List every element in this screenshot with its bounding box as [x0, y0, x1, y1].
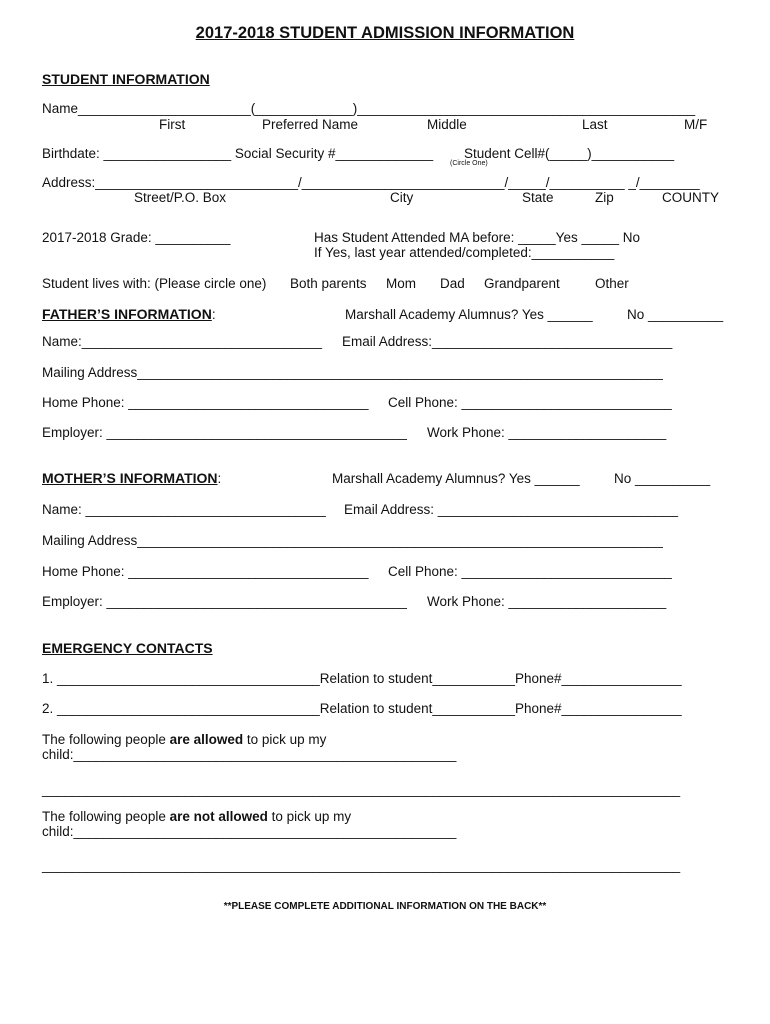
street-label: Street/P.O. Box [134, 190, 227, 205]
father-work-phone-field[interactable]: Work Phone: _____________________ [427, 425, 667, 440]
father-name-field[interactable]: Name:________________________________ [42, 334, 323, 349]
mother-alumnus-field[interactable]: Marshall Academy Alumnus? Yes ______ [332, 471, 580, 486]
student-section-heading: STUDENT INFORMATION [42, 71, 210, 87]
grade-field[interactable]: 2017-2018 Grade: __________ [42, 230, 231, 245]
allowed-pickup-line[interactable]: _____________________________________________________________________________________ [42, 782, 681, 797]
father-mailing-field[interactable]: Mailing Address______________________________________________________________________ [42, 365, 663, 380]
mother-heading-colon: : [217, 471, 222, 486]
emergency-heading: EMERGENCY CONTACTS [42, 640, 213, 656]
father-home-phone-field[interactable]: Home Phone: ________________________________ [42, 395, 369, 410]
city-label: City [390, 190, 414, 205]
lives-with-label: Student lives with: (Please circle one) [42, 276, 267, 291]
mother-home-phone-field[interactable]: Home Phone: ________________________________ [42, 564, 369, 579]
option-both-parents[interactable]: Both parents [290, 276, 367, 291]
first-label: First [159, 117, 186, 132]
father-employer-field[interactable]: Employer: ________________________________________ [42, 425, 407, 440]
middle-label: Middle [427, 117, 467, 132]
student-name-field[interactable]: Name_______________________(_____________)_____________________________________________ [42, 101, 696, 116]
birthdate-ssn-field[interactable]: Birthdate: _________________ Social Security #_____________ [42, 146, 434, 161]
allowed-pre: The following people [42, 732, 170, 747]
mf-label: M/F [684, 117, 708, 132]
not-allowed-pickup-label [42, 809, 351, 825]
mother-heading [42, 470, 221, 487]
father-email-field[interactable]: Email Address:________________________________ [342, 334, 673, 349]
mother-alumnus-no-field[interactable]: No __________ [614, 471, 711, 486]
option-mom[interactable]: Mom [386, 276, 416, 291]
father-heading [42, 306, 216, 323]
preferred-name-label: Preferred Name [262, 117, 359, 132]
mother-cell-phone-field[interactable]: Cell Phone: ____________________________ [388, 564, 672, 579]
allowed-post: to pick up my [243, 732, 327, 747]
allowed-bold: are allowed [169, 732, 244, 747]
mother-name-field[interactable]: Name: ________________________________ [42, 502, 326, 517]
father-heading-text: FATHER’S INFORMATION [42, 306, 212, 322]
emergency-contact-1-field[interactable]: 1. ___________________________________Relation to student___________Phone#________________ [42, 671, 682, 686]
student-cell-field[interactable]: Student Cell#(_____)___________ [464, 146, 675, 161]
mother-heading-text: MOTHER’S INFORMATION [42, 470, 218, 486]
not-allowed-pickup-line[interactable]: _____________________________________________________________________________________ [42, 858, 681, 873]
mother-email-field[interactable]: Email Address: ________________________________ [344, 502, 679, 517]
not-allowed-pickup-field[interactable]: child:___________________________________________________ [42, 824, 457, 839]
option-dad[interactable]: Dad [440, 276, 465, 291]
mother-mailing-field[interactable]: Mailing Address______________________________________________________________________ [42, 533, 663, 548]
allowed-pickup-label [42, 732, 326, 748]
option-other[interactable]: Other [595, 276, 629, 291]
zip-label: Zip [595, 190, 614, 205]
circle-one-note: (Circle One) [450, 160, 488, 167]
mother-work-phone-field[interactable]: Work Phone: _____________________ [427, 594, 667, 609]
not-allowed-post: to pick up my [267, 809, 352, 824]
mother-employer-field[interactable]: Employer: ________________________________________ [42, 594, 407, 609]
emergency-contact-2-field[interactable]: 2. ___________________________________Relation to student___________Phone#________________ [42, 701, 682, 716]
state-label: State [522, 190, 554, 205]
option-grandparent[interactable]: Grandparent [484, 276, 560, 291]
footer-note: **PLEASE COMPLETE ADDITIONAL INFORMATION ON THE BACK** [223, 901, 547, 912]
father-cell-phone-field[interactable]: Cell Phone: ____________________________ [388, 395, 672, 410]
last-year-field[interactable]: If Yes, last year attended/completed:___________ [314, 245, 615, 260]
father-alumnus-no-field[interactable]: No __________ [627, 307, 724, 322]
county-label: COUNTY [662, 190, 719, 205]
allowed-pickup-field[interactable]: child:___________________________________________________ [42, 747, 457, 762]
father-alumnus-field[interactable]: Marshall Academy Alumnus? Yes ______ [345, 307, 593, 322]
attended-ma-field[interactable]: Has Student Attended MA before: _____Yes _____ No [314, 230, 640, 245]
address-field[interactable]: Address:___________________________/___________________________/_____/__________ _/________ [42, 175, 700, 190]
father-heading-colon: : [211, 307, 216, 322]
not-allowed-bold: are not allowed [169, 809, 268, 824]
last-label: Last [582, 117, 608, 132]
not-allowed-pre: The following people [42, 809, 170, 824]
page-title: 2017-2018 STUDENT ADMISSION INFORMATION [195, 24, 575, 42]
